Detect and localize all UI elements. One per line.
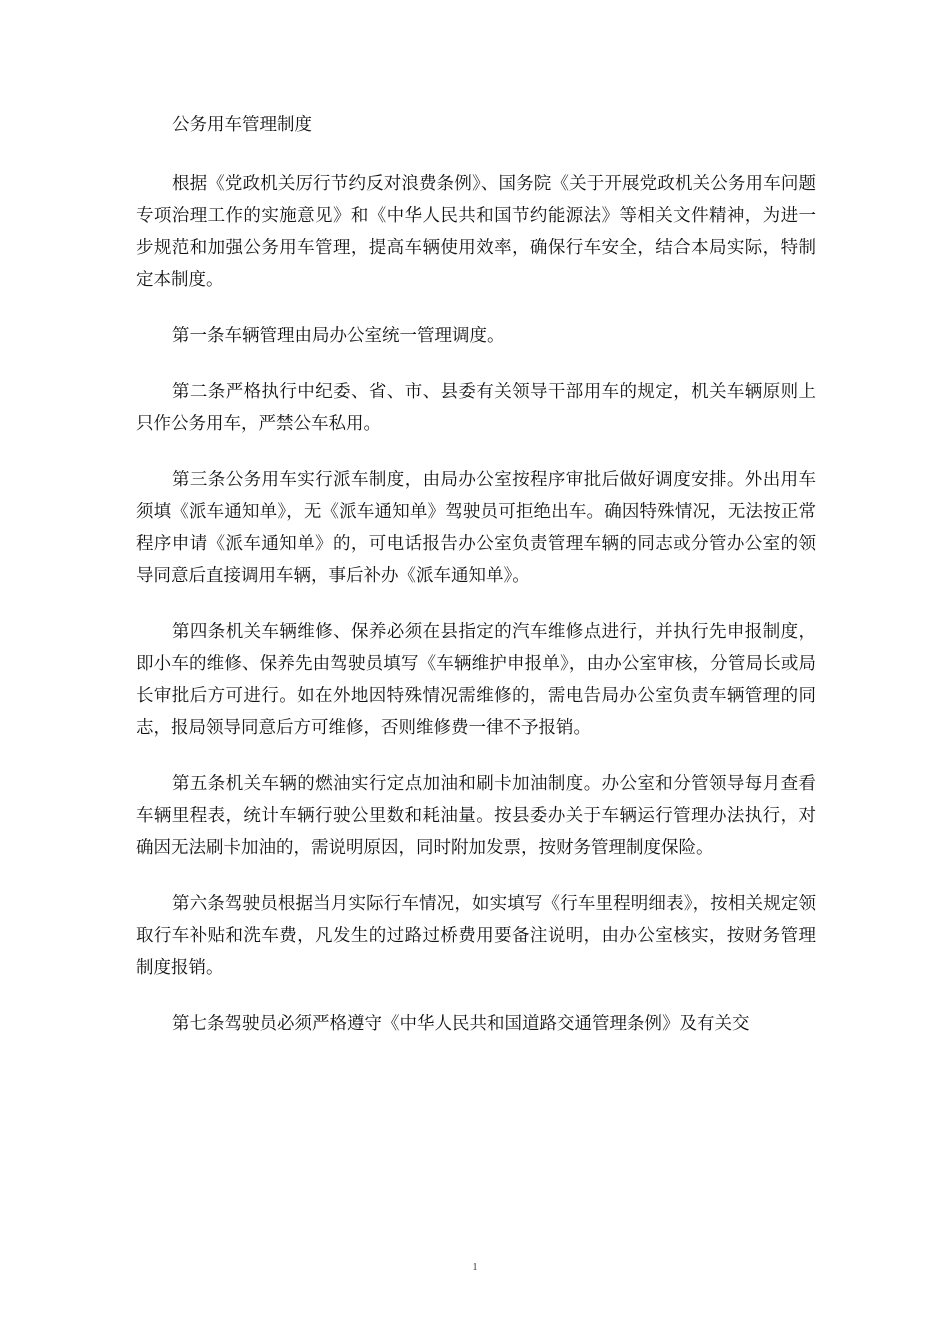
document-body bbox=[136, 106, 816, 1064]
paragraph-article-7: 第七条驾驶员必须严格遵守《中华人民共和国道路交通管理条例》及有关交 bbox=[172, 1014, 750, 1034]
paragraph-preamble: 根据《党政机关厉行节约反对浪费条例》、国务院《关于开展党政机关公务用车问题专项治理工作的实施意见》和《中华人民共和国节约能源法》等相关文件精神，为进一步规范和加强公务用车管理，提高车辆使用效率，确保行车安全，结合本局实际，特制定本制度。 bbox=[136, 174, 816, 290]
paragraph-article-1: 第一条车辆管理由局办公室统一管理调度。 bbox=[172, 326, 505, 346]
paragraph-article-5: 第五条机关车辆的燃油实行定点加油和刷卡加油制度。办公室和分管领导每月查看车辆里程表，统计车辆行驶公里数和耗油量。按县委办关于车辆运行管理办法执行，对确因无法刷卡加油的，需说明原因，同时附加发票，按财务管理制度保险。 bbox=[136, 774, 816, 858]
paragraph-article-3: 第三条公务用车实行派车制度，由局办公室按程序审批后做好调度安排。外出用车须填《派车通知单》，无《派车通知单》驾驶员可拒绝出车。确因特殊情况，无法按正常程序申请《派车通知单》的，可电话报告办公室负责管理车辆的同志或分管办公室的领导同意后直接调用车辆，事后补办《派车通知单》。 bbox=[136, 470, 816, 586]
paragraph-article-6: 第六条驾驶员根据当月实际行车情况，如实填写《行车里程明细表》，按相关规定领取行车补贴和洗车费，凡发生的过路过桥费用要备注说明，由办公室核实，按财务管理制度报销。 bbox=[136, 894, 816, 978]
paragraph-article-2: 第二条严格执行中纪委、省、市、县委有关领导干部用车的规定，机关车辆原则上只作公务用车，严禁公车私用。 bbox=[136, 382, 816, 434]
paragraph-article-4: 第四条机关车辆维修、保养必须在县指定的汽车维修点进行，并执行先申报制度，即小车的维修、保养先由驾驶员填写《车辆维护申报单》，由办公室审核，分管局长或局长审批后方可进行。如在外地因特殊情况需维修的，需电告局办公室负责车辆管理的同志，报局领导同意后方可维修，否则维修费一律不予报销。 bbox=[136, 622, 816, 738]
page-number: 1 bbox=[472, 1262, 478, 1273]
document-title: 公务用车管理制度 bbox=[172, 115, 312, 135]
